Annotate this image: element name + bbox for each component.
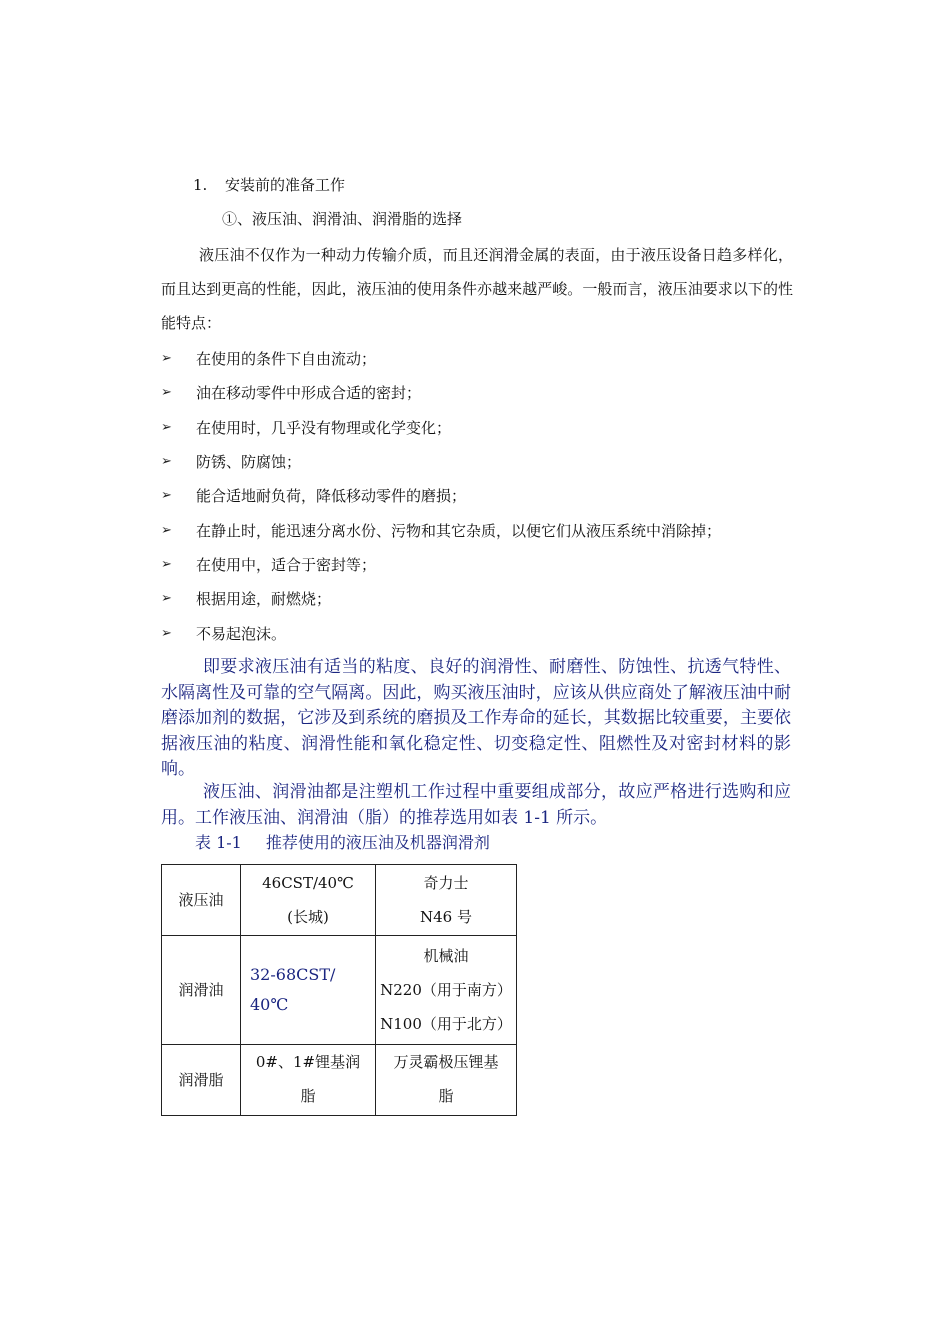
subsection-heading: ①、液压油、润滑油、润滑脂的选择 — [222, 210, 463, 228]
table-cell-brand — [376, 865, 517, 936]
brand-line: N100（用于北方） — [380, 1015, 512, 1033]
list-item — [161, 411, 801, 445]
table-cell-spec — [241, 1045, 376, 1116]
list-item — [161, 479, 801, 513]
list-item-text: 在使用时，几乎没有物理或化学变化； — [196, 418, 452, 437]
list-item — [161, 376, 801, 410]
table-cell-spec — [241, 865, 376, 936]
list-item — [161, 548, 801, 582]
list-item — [161, 616, 801, 650]
list-item-text: 在使用中，适合于密封等； — [196, 555, 377, 574]
list-item — [161, 513, 801, 547]
list-item-text: 在使用的条件下自由流动； — [196, 350, 377, 369]
brand-line: N46 号 — [420, 908, 472, 926]
table-cell-brand — [376, 1045, 517, 1116]
arrow-bullet-icon: ➢ — [161, 351, 172, 367]
brand-line: 奇力士 — [423, 874, 469, 892]
selection-paragraph: 液压油、润滑油都是注塑机工作过程中重要组成部分，故应严格进行选购和应用。工作液压油、润滑油（脂）的推荐选用如表 1-1 所示。 — [161, 782, 791, 828]
table-caption-number: 表 1-1 — [195, 833, 242, 852]
table-cell-type: 液压油 — [162, 865, 241, 936]
arrow-bullet-icon: ➢ — [161, 522, 172, 538]
list-item — [161, 445, 801, 479]
arrow-bullet-icon: ➢ — [161, 419, 172, 435]
arrow-bullet-icon: ➢ — [161, 591, 172, 607]
spec-line: 46CST/40℃ — [262, 874, 354, 892]
brand-line: 脂 — [438, 1087, 454, 1105]
table-row — [162, 936, 517, 1045]
table-cell-brand — [376, 936, 517, 1045]
table-cell-spec — [241, 936, 376, 1045]
intro-paragraph: 液压油不仅作为一种动力传输介质，而且还润滑金属的表面，由于液压设备日趋多样化，而且达到更高的性能，因此，液压油的使用条件亦越来越严峻。一般而言，液压油要求以下的性能特点： — [161, 246, 793, 332]
brand-line: N220（用于南方） — [380, 981, 512, 999]
list-item — [161, 342, 801, 376]
list-item-text: 防锈、防腐蚀； — [196, 453, 302, 472]
table-cell-type: 润滑油 — [162, 936, 241, 1045]
section-heading — [193, 175, 345, 195]
arrow-bullet-icon: ➢ — [161, 454, 172, 470]
list-item-text: 能合适地耐负荷，降低移动零件的磨损； — [196, 487, 467, 506]
table-caption-title: 推荐使用的液压油及机器润滑剂 — [265, 833, 490, 852]
list-item — [161, 582, 801, 616]
table-row — [162, 865, 517, 936]
section-number: 1. — [193, 176, 208, 194]
requirements-list — [161, 342, 801, 651]
table-row — [162, 1045, 517, 1116]
arrow-bullet-icon: ➢ — [161, 385, 172, 401]
list-item-text: 不易起泡沫。 — [196, 624, 287, 643]
spec-line: 0#、1#锂基润 — [255, 1053, 361, 1071]
list-item-text: 在静止时，能迅速分离水份、污物和其它杂质，以便它们从液压系统中消除掉； — [196, 521, 722, 540]
requirements-summary-paragraph: 即要求液压油有适当的粘度、良好的润滑性、耐磨性、防蚀性、抗透气特性、水隔离性及可靠的空气隔离。因此，购买液压油时，应该从供应商处了解液压油中耐磨添加剂的数据，它涉及到系统的磨损及工作寿命的延长，其数据比较重要，主要依据液压油的粘度、润滑性能和氧化稳定性、切变稳定性、阻燃性及对密封材料的影响。 — [161, 657, 791, 779]
brand-line: 万灵霸极压锂基 — [393, 1053, 499, 1071]
table-cell-type: 润滑脂 — [162, 1045, 241, 1116]
spec-line: (长城) — [287, 908, 329, 926]
arrow-bullet-icon: ➢ — [161, 556, 172, 572]
list-item-text: 油在移动零件中形成合适的密封； — [196, 384, 422, 403]
brand-line: 机械油 — [423, 947, 469, 965]
arrow-bullet-icon: ➢ — [161, 625, 172, 641]
section-title: 安装前的准备工作 — [225, 176, 346, 194]
spec-line: 脂 — [300, 1087, 316, 1105]
table-caption — [195, 831, 490, 855]
spec-line: 40℃ — [250, 995, 289, 1014]
spec-line: 32-68CST/ — [250, 965, 336, 984]
arrow-bullet-icon: ➢ — [161, 488, 172, 504]
list-item-text: 根据用途，耐燃烧； — [196, 590, 332, 609]
lubricant-table — [161, 864, 517, 1116]
